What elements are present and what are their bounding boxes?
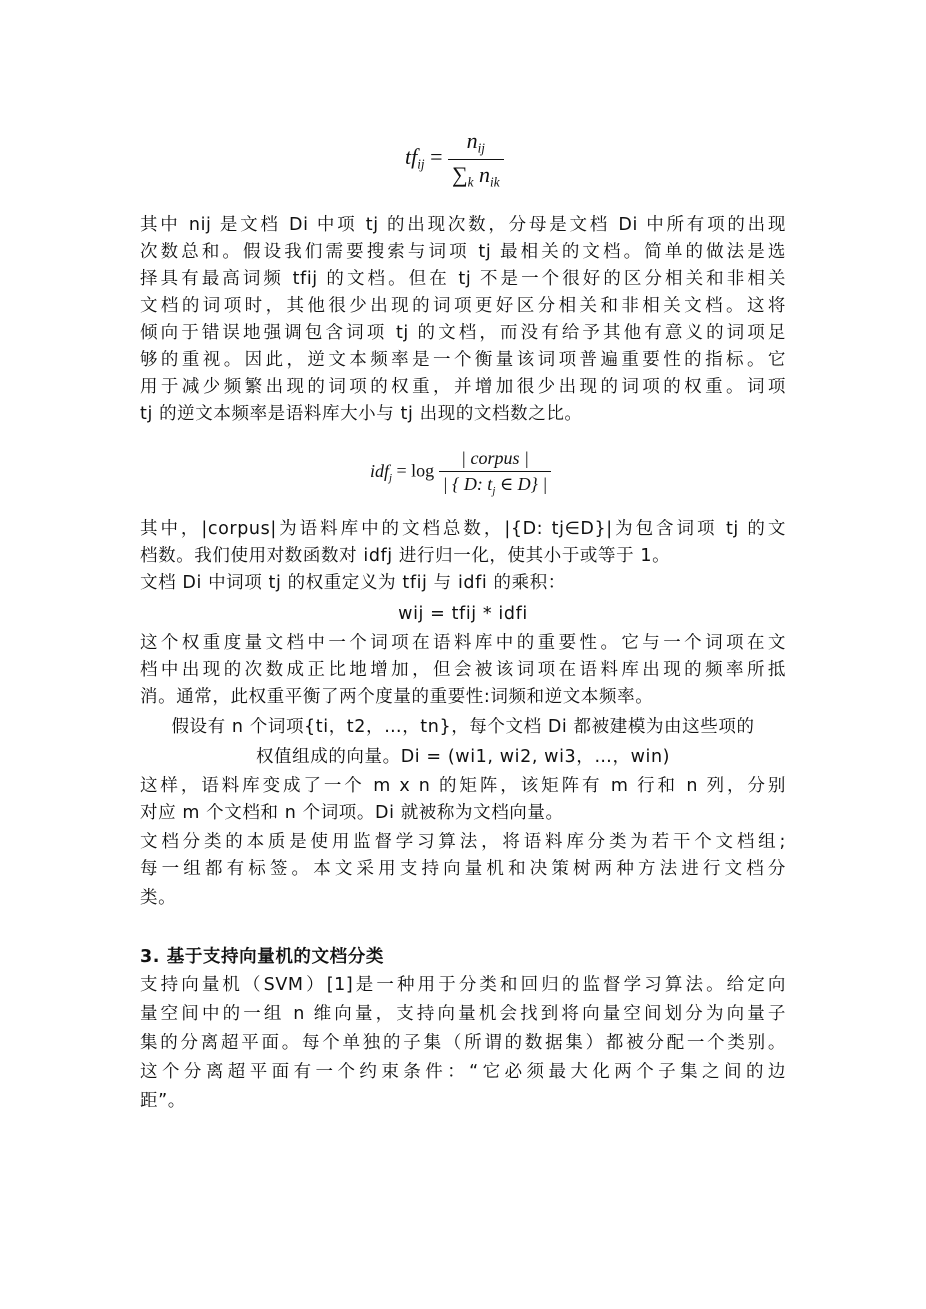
text-line: 假设有 n 个词项{ti，t2，…，tn}，每个文档 Di 都被建模为由这些项的 [171,717,755,737]
text-line: 量空间中的一组 n 维向量，支持向量机会找到将向量空间划分为向量子 [140,1004,786,1024]
text-line: 文档的词项时，其他很少出现的词项更好区分相关和非相关文档。这将 [140,296,786,316]
text-line: 档中出现的次数成正比地增加，但会被该词项在语料库出现的频率所抵 [140,660,786,680]
text-line: 这个权重度量文档中一个词项在语料库中的重要性。它与一个词项在文 [140,633,786,653]
text-line: 倾向于错误地强调包含词项 tj 的文档，而没有给予其他有意义的词项足 [140,323,786,343]
section-heading: 3. 基于支持向量机的文档分类 [140,947,384,967]
text-line: 类。 [140,888,177,908]
formula-idf-fraction [439,448,552,497]
text-line: 权值组成的向量。Di = (wi1, wi2, wi3，…，win) [255,747,671,767]
text-line: 用于减少频繁出现的词项的权重，并增加很少出现的词项的权重。词项 [140,377,786,397]
text-line: tj 的逆文本频率是语料库大小与 tj 出现的文档数之比。 [140,404,583,424]
text-line: 对应 m 个文档和 n 个词项。Di 就被称为文档向量。 [140,803,564,823]
text-line: 这样，语料库变成了一个 m x n 的矩阵，该矩阵有 m 行和 n 列，分别 [140,776,786,796]
text-line: 文档分类的本质是使用监督学习算法，将语料库分类为若干个文档组; [140,832,786,852]
formula-tf [405,128,504,190]
formula-tf-denominator: $\sum_k$ $n_{ik}$ [448,159,504,191]
formula-tf-fraction [448,128,504,190]
text-line: 文档 Di 中词项 tj 的权重定义为 tfij 与 idfi 的乘积： [140,573,566,593]
formula-idf-lhs: idf$_j$ [370,460,393,484]
formula-idf-numerator: | corpus | [461,448,529,468]
formula-tf-numerator: $n_{ij}$ [466,128,485,156]
text-line: 择具有最高词频 tfij 的文档。但在 tj 不是一个很好的区分相关和非相关 [140,269,786,289]
text-line: 距”。 [140,1091,186,1111]
formula-tf-eq: = [430,144,443,170]
text-line: 档数。我们使用对数函数对 idfj 进行归一化，使其小于或等于 1。 [140,546,671,566]
formula-idf [370,448,551,497]
text-line: 支持向量机（SVM）[1]是一种用于分类和回归的监督学习算法。给定向 [140,975,786,995]
text-line: 其中 nij 是文档 Di 中项 tj 的出现次数，分母是文档 Di 中所有项的出现 [140,215,786,235]
formula-idf-denominator: | { D: $t_j$ ∈ D} | [439,471,552,497]
text-line: 次数总和。假设我们需要搜索与词项 tj 最相关的文档。简单的做法是选 [140,242,786,262]
text-line: 每一组都有标签。本文采用支持向量机和决策树两种方法进行文档分 [140,859,786,879]
text-line: 消。通常，此权重平衡了两个度量的重要性:词频和逆文本频率。 [140,687,654,707]
formula-wij: wij = tfij * idfi [398,604,528,624]
formula-idf-eq: = log [396,460,435,481]
text-line: 够的重视。因此，逆文本频率是一个衡量该词项普遍重要性的指标。它 [140,350,786,370]
text-line: 这个分离超平面有一个约束条件：“它必须最大化两个子集之间的边 [140,1062,786,1082]
text-line: 其中，|corpus|为语料库中的文档总数，|{D: tj∈D}|为包含词项 tj 的文 [140,519,786,539]
formula-tf-lhs: $tf_{ij}$ [405,144,425,172]
text-line: 集的分离超平面。每个单独的子集（所谓的数据集）都被分配一个类别。 [140,1033,786,1053]
